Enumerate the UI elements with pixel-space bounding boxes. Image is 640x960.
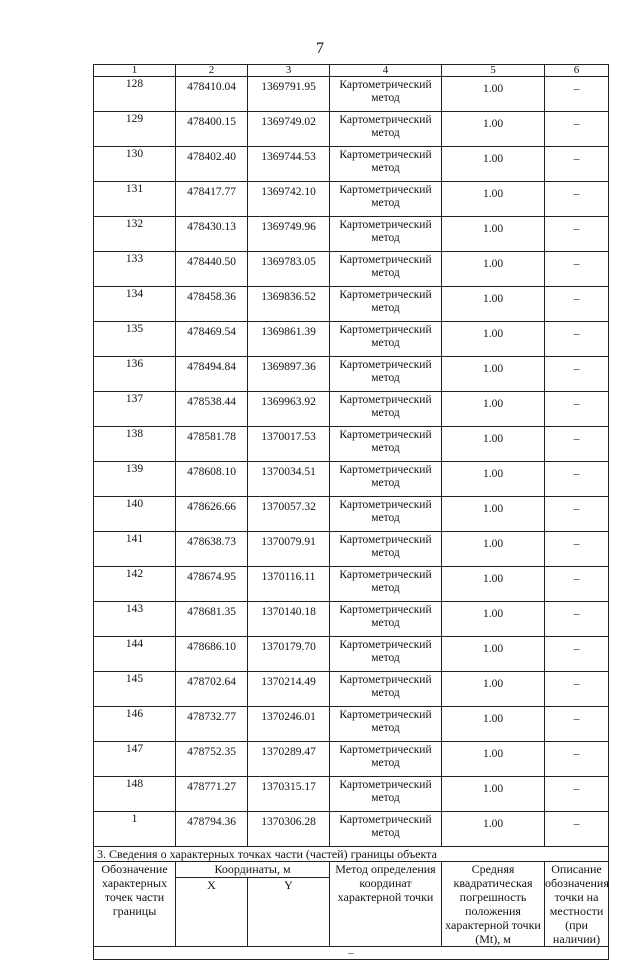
description-cell: – (545, 742, 609, 777)
column-number: 4 (330, 65, 442, 77)
method-cell: Картометрический метод (330, 462, 442, 497)
y-coordinate: 1370017.53 (248, 427, 330, 462)
x-coordinate: 478538.44 (176, 392, 248, 427)
x-coordinate: 478608.10 (176, 462, 248, 497)
x-coordinate: 478417.77 (176, 182, 248, 217)
point-number: 140 (94, 497, 176, 532)
point-number: 133 (94, 252, 176, 287)
description-cell: – (545, 392, 609, 427)
x-coordinate: 478458.36 (176, 287, 248, 322)
y-coordinate: 1369742.10 (248, 182, 330, 217)
table-row (94, 567, 609, 602)
table-row (94, 357, 609, 392)
method-cell: Картометрический метод (330, 357, 442, 392)
method-cell: Картометрический метод (330, 497, 442, 532)
point-number: 130 (94, 147, 176, 182)
x-coordinate: 478410.04 (176, 77, 248, 112)
table-row (94, 182, 609, 217)
point-number: 144 (94, 637, 176, 672)
description-cell: – (545, 532, 609, 567)
empty-mark: – (94, 947, 609, 960)
method-cell: Картометрический метод (330, 287, 442, 322)
point-number: 148 (94, 777, 176, 812)
y-coordinate: 1369897.36 (248, 357, 330, 392)
y-coordinate: 1370214.49 (248, 672, 330, 707)
y-coordinate: 1369791.95 (248, 77, 330, 112)
accuracy-cell: 1.00 (442, 287, 545, 322)
table-row (94, 112, 609, 147)
table-row (94, 742, 609, 777)
coordinates-table (93, 64, 609, 960)
accuracy-cell: 1.00 (442, 532, 545, 567)
table-row (94, 147, 609, 182)
x-coordinate: 478686.10 (176, 637, 248, 672)
method-cell: Картометрический метод (330, 147, 442, 182)
accuracy-cell: 1.00 (442, 357, 545, 392)
accuracy-cell: 1.00 (442, 147, 545, 182)
section3-header-row (94, 862, 609, 878)
y-coordinate: 1370246.01 (248, 707, 330, 742)
method-header: Метод определения координат характерной точки (330, 862, 442, 947)
x-coordinate: 478430.13 (176, 217, 248, 252)
point-number: 137 (94, 392, 176, 427)
table-row (94, 497, 609, 532)
table-row (94, 602, 609, 637)
x-coordinate: 478702.64 (176, 672, 248, 707)
description-cell: – (545, 252, 609, 287)
x-coordinate: 478626.66 (176, 497, 248, 532)
section3-title-row (94, 847, 609, 862)
description-cell: – (545, 777, 609, 812)
method-cell: Картометрический метод (330, 217, 442, 252)
x-coordinate: 478440.50 (176, 252, 248, 287)
point-number: 146 (94, 707, 176, 742)
accuracy-cell: 1.00 (442, 672, 545, 707)
y-coordinate: 1369861.39 (248, 322, 330, 357)
y-coordinate: 1370116.11 (248, 567, 330, 602)
description-cell: – (545, 812, 609, 847)
method-cell: Картометрический метод (330, 252, 442, 287)
method-cell: Картометрический метод (330, 322, 442, 357)
y-coordinate: 1370315.17 (248, 777, 330, 812)
y-coordinate: 1370057.32 (248, 497, 330, 532)
point-number: 136 (94, 357, 176, 392)
accuracy-cell: 1.00 (442, 777, 545, 812)
table-row (94, 637, 609, 672)
section3-empty-row (94, 947, 609, 960)
x-coordinate: 478638.73 (176, 532, 248, 567)
y-coordinate: 1370306.28 (248, 812, 330, 847)
accuracy-cell: 1.00 (442, 112, 545, 147)
accuracy-cell: 1.00 (442, 462, 545, 497)
table-row (94, 777, 609, 812)
y-coordinate: 1369783.05 (248, 252, 330, 287)
accuracy-cell: 1.00 (442, 77, 545, 112)
accuracy-cell: 1.00 (442, 637, 545, 672)
description-cell: – (545, 217, 609, 252)
method-cell: Картометрический метод (330, 427, 442, 462)
table-row (94, 707, 609, 742)
x-coordinate: 478794.36 (176, 812, 248, 847)
description-cell: – (545, 602, 609, 637)
point-number: 128 (94, 77, 176, 112)
table-row (94, 77, 609, 112)
table-row (94, 252, 609, 287)
method-cell: Картометрический метод (330, 392, 442, 427)
table-row (94, 672, 609, 707)
y-coordinate: 1369749.02 (248, 112, 330, 147)
y-header: Y (248, 877, 330, 946)
table-row (94, 462, 609, 497)
accuracy-cell: 1.00 (442, 182, 545, 217)
x-coordinate: 478771.27 (176, 777, 248, 812)
method-cell: Картометрический метод (330, 112, 442, 147)
accuracy-cell: 1.00 (442, 742, 545, 777)
page-number: 7 (316, 40, 324, 57)
point-number: 1 (94, 812, 176, 847)
accuracy-cell: 1.00 (442, 497, 545, 532)
description-cell: – (545, 462, 609, 497)
accuracy-cell: 1.00 (442, 812, 545, 847)
y-coordinate: 1370079.91 (248, 532, 330, 567)
accuracy-header (442, 862, 545, 947)
description-cell: – (545, 637, 609, 672)
description-cell: – (545, 147, 609, 182)
x-coordinate: 478674.95 (176, 567, 248, 602)
coordinates-header: Координаты, м (176, 862, 330, 878)
section3-title: 3. Сведения о характерных точках части (частей) границы объекта (94, 847, 609, 862)
method-cell: Картометрический метод (330, 532, 442, 567)
description-cell: – (545, 77, 609, 112)
table-row (94, 217, 609, 252)
accuracy-cell: 1.00 (442, 567, 545, 602)
method-cell: Картометрический метод (330, 707, 442, 742)
x-coordinate: 478400.15 (176, 112, 248, 147)
description-cell: – (545, 707, 609, 742)
point-number: 131 (94, 182, 176, 217)
table-row (94, 427, 609, 462)
method-cell: Картометрический метод (330, 77, 442, 112)
method-cell: Картометрический метод (330, 812, 442, 847)
description-cell: – (545, 357, 609, 392)
point-number: 145 (94, 672, 176, 707)
method-cell: Картометрический метод (330, 602, 442, 637)
method-cell: Картометрический метод (330, 567, 442, 602)
method-cell: Картометрический метод (330, 182, 442, 217)
method-cell: Картометрический метод (330, 672, 442, 707)
accuracy-cell: 1.00 (442, 707, 545, 742)
x-header: X (176, 877, 248, 946)
y-coordinate: 1370289.47 (248, 742, 330, 777)
x-coordinate: 478494.84 (176, 357, 248, 392)
description-cell: – (545, 287, 609, 322)
y-coordinate: 1369963.92 (248, 392, 330, 427)
table-row (94, 322, 609, 357)
description-cell: – (545, 497, 609, 532)
point-number: 135 (94, 322, 176, 357)
accuracy-cell: 1.00 (442, 217, 545, 252)
column-number: 2 (176, 65, 248, 77)
accuracy-cell: 1.00 (442, 392, 545, 427)
description-cell: – (545, 182, 609, 217)
x-coordinate: 478752.35 (176, 742, 248, 777)
point-number: 139 (94, 462, 176, 497)
point-number: 132 (94, 217, 176, 252)
x-coordinate: 478402.40 (176, 147, 248, 182)
point-number: 142 (94, 567, 176, 602)
y-coordinate: 1369836.52 (248, 287, 330, 322)
accuracy-header-text: Средняя квадратическая погрешность положения характерной точки (Mt), м (445, 862, 541, 946)
point-number: 134 (94, 287, 176, 322)
point-number: 141 (94, 532, 176, 567)
point-number: 147 (94, 742, 176, 777)
description-cell: – (545, 427, 609, 462)
column-number: 5 (442, 65, 545, 77)
y-coordinate: 1369744.53 (248, 147, 330, 182)
accuracy-cell: 1.00 (442, 602, 545, 637)
table-row (94, 532, 609, 567)
description-cell: – (545, 322, 609, 357)
method-cell: Картометрический метод (330, 742, 442, 777)
x-coordinate: 478469.54 (176, 322, 248, 357)
point-number: 143 (94, 602, 176, 637)
section3-block (94, 847, 609, 960)
point-number: 138 (94, 427, 176, 462)
coordinates-table-body (94, 65, 609, 847)
designation-header: Обозначение характерных точек части границы (94, 862, 176, 947)
column-number-row (94, 65, 609, 77)
accuracy-cell: 1.00 (442, 252, 545, 287)
column-number: 1 (94, 65, 176, 77)
point-number: 129 (94, 112, 176, 147)
x-coordinate: 478732.77 (176, 707, 248, 742)
column-number: 6 (545, 65, 609, 77)
accuracy-cell: 1.00 (442, 427, 545, 462)
description-cell: – (545, 672, 609, 707)
method-cell: Картометрический метод (330, 637, 442, 672)
description-cell: – (545, 112, 609, 147)
y-coordinate: 1370034.51 (248, 462, 330, 497)
accuracy-cell: 1.00 (442, 322, 545, 357)
y-coordinate: 1370140.18 (248, 602, 330, 637)
table-row (94, 392, 609, 427)
description-cell: – (545, 567, 609, 602)
description-header: Описание обозначения точки на местности (при наличии) (545, 862, 609, 946)
table-row (94, 287, 609, 322)
method-cell: Картометрический метод (330, 777, 442, 812)
x-coordinate: 478681.35 (176, 602, 248, 637)
x-coordinate: 478581.78 (176, 427, 248, 462)
table-row (94, 812, 609, 847)
y-coordinate: 1369749.96 (248, 217, 330, 252)
y-coordinate: 1370179.70 (248, 637, 330, 672)
column-number: 3 (248, 65, 330, 77)
